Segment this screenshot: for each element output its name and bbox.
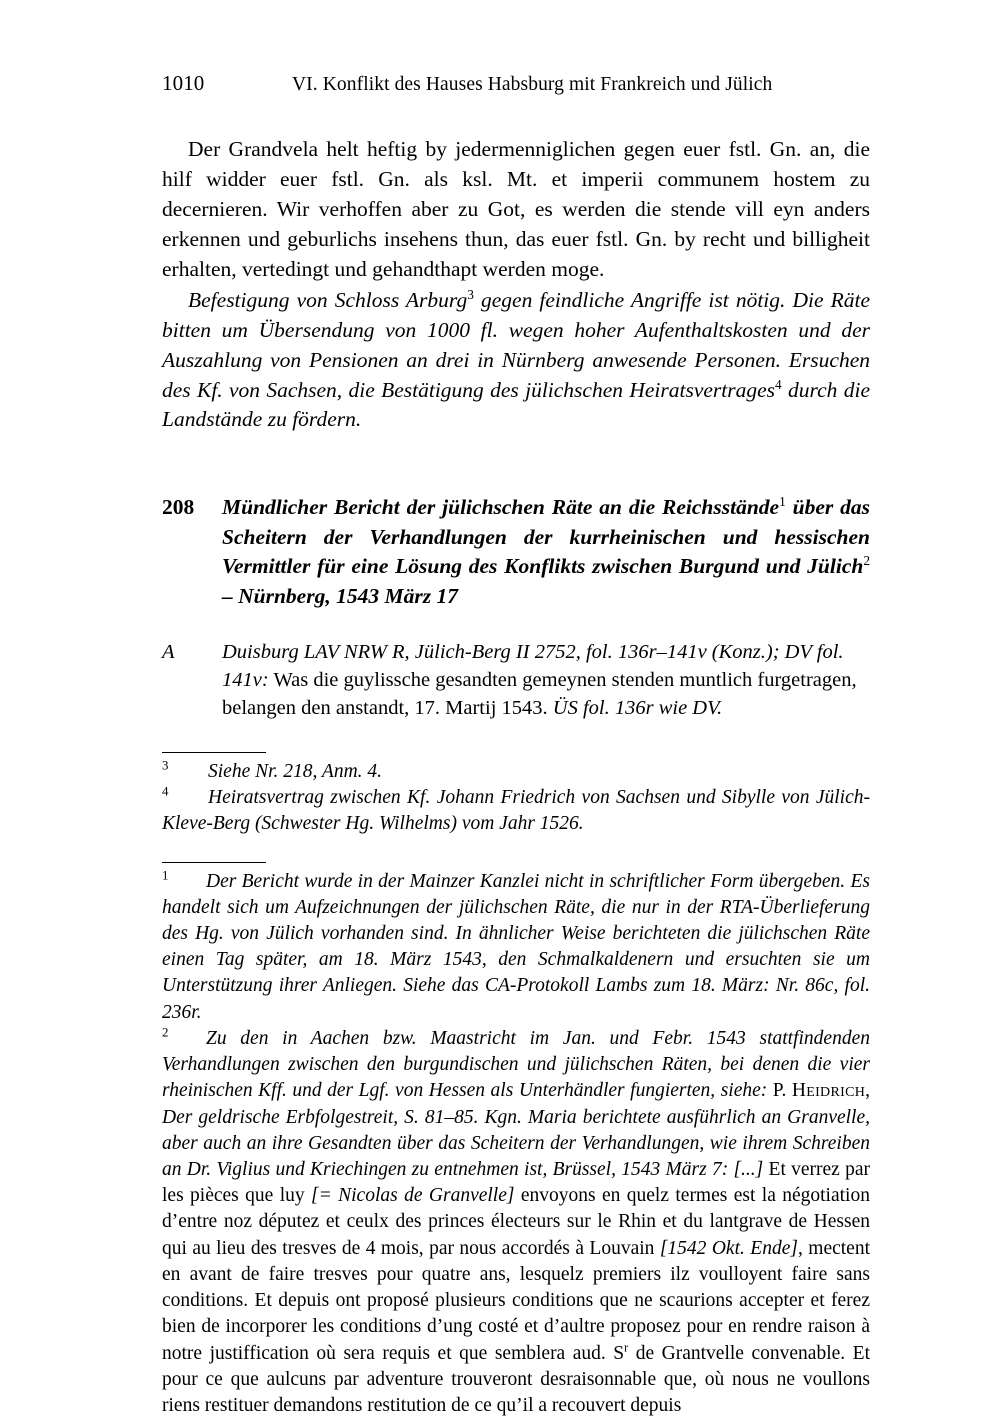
source-siglum: A xyxy=(162,640,175,663)
footnote-1 xyxy=(162,869,870,1026)
footnote-4 xyxy=(162,785,870,837)
footnote-4-text: Heiratsvertrag zwischen Kf. Johann Friedrich von Sachsen und Sibylle von Jülich-Kleve-Berg (Schwester Hg. Wilhelms) vom Jahr 1526. xyxy=(162,787,870,835)
footnote-2-seg-4: , xyxy=(865,1080,870,1102)
footnote-3-marker: 3 xyxy=(162,758,169,773)
entry-title xyxy=(222,493,870,612)
footnote-reference-2[interactable]: 2 xyxy=(863,553,870,569)
footnote-2 xyxy=(162,1026,870,1419)
source-citation-block xyxy=(162,638,870,722)
footnote-separator-rule xyxy=(162,752,266,753)
footnote-2-author-name: Heidrich xyxy=(791,1080,866,1102)
footnote-2-seg-12: de Grantvelle convenable. Et pour ce que aulcuns par adventure trouveront desraisonnable que, où nous ne voullons riens restituer demandons restitution de ce qu’il a recouvert depuis xyxy=(162,1342,870,1416)
entry-title-part-1: Mündlicher Bericht der jülichschen Räte an die Reichsstände xyxy=(222,495,780,520)
footnote-2-seg-10: , mectent en avant de faire tresves pour quatre ans, lesquelz premiers ilz voulloyent faire sans conditions. Et depuis ont proposé plusieurs conditions que ne scaurions accepter et ferez bien de incorporer les conditions d’ung costé et d’aultre proposez pour en rendre raison à notre justiffication où sera requis et que semblera aud. S xyxy=(162,1237,870,1364)
footnote-2-superscript-r: r xyxy=(624,1340,629,1355)
footnote-2-date-gloss: [1542 Okt. Ende] xyxy=(659,1237,798,1259)
footnote-2-seg-6: Et verrez par les pièces que luy xyxy=(162,1159,871,1207)
footnote-group-lower xyxy=(162,862,870,1419)
source-heading-note: ÜS fol. 136r wie DV. xyxy=(547,696,723,719)
footnote-2-editorial-gloss: [= Nicolas de Granvelle] xyxy=(311,1185,515,1207)
entry-heading xyxy=(162,493,870,612)
footnote-2-seg-1: Zu den in Aachen bzw. Maastricht im Jan. und Febr. 1543 stattfindenden Verhandlungen zwischen den burgundischen und jülichschen Räten, bei denen die vier rheinischen Kff. und der Lgf. von Hessen als Unterhändler fungierten, siehe: xyxy=(162,1027,870,1102)
footnote-reference-3[interactable]: 3 xyxy=(467,287,474,303)
footnote-3-text: Siehe Nr. 218, Anm. 4. xyxy=(208,760,383,782)
footnote-3 xyxy=(162,759,870,785)
footnote-2-marker: 2 xyxy=(162,1025,169,1040)
entry-number: 208 xyxy=(162,495,195,520)
regest-text-part-1: Befestigung von Schloss Arburg xyxy=(188,288,468,313)
footnote-reference-1[interactable]: 1 xyxy=(779,493,786,509)
running-head-title: VI. Konflikt des Hauses Habsburg mit Frankreich und Jülich xyxy=(292,74,773,95)
source-text xyxy=(222,638,870,722)
footnote-group-upper xyxy=(162,752,870,838)
footnote-2-seg-5: Der geldrische Erbfolgestreit, S. 81–85. Kgn. Maria berichtete ausführlich an Granvelle, aber auch an ihre Gesandten über das Scheitern der Verhandlungen, wie ihrem Schreiben an Dr. Viglius und Kriechingen zu entnehmen ist, Brüssel, 1543 März 7: [...] xyxy=(162,1106,870,1181)
footnote-reference-4[interactable]: 4 xyxy=(775,376,782,392)
page-number: 1010 xyxy=(162,71,205,95)
footnote-2-seg-8: envoyons en quelz termes est la négotiation d’entre noz députez et ceulx des princes électeurs sur le Rhin et du lantgrave de Hessen qui au lieu des tresves de 4 mois, par nous accordés à Louvain xyxy=(162,1185,870,1259)
body-paragraph-quote: Der Grandvela helt heftig by jedermenniglichen gegen euer fstl. Gn. an, die hilf widder euer fstl. Gn. als ksl. Mt. et imperii communem hostem zu decernieren. Wir verhoffen aber zu Got, es werden die stende vill eyn anders erkennen und geburlichs insehens thun, das euer fstl. Gn. by recht und billigheit erhalten, vertedingt und gehandthapt werden moge. xyxy=(162,137,870,281)
source-dorsal-note: Was die guylissche gesandten gemeynen stenden muntlich furgetragen, belangen den anstandt, 17. Martij 1543. xyxy=(222,668,857,719)
footnote-1-text: Der Bericht wurde in der Mainzer Kanzlei nicht in schriftlicher Form übergeben. Es handelt sich um Aufzeichnungen der jülichschen Räte, die nur in der RTA-Überlieferung des Hg. von Jülich vorhanden sind. In ähnlicher Weise berichteten die jülichschen Räte einen Tag später, am 18. März 1543, den Schmalkaldenern und ersuchten sie um Unterstützung ihrer Anliegen. Siehe das CA-Protokoll Lambs zum 18. März: Nr. 86c, fol. 236r. xyxy=(162,870,870,1023)
regest-text-part-2: gegen feindliche Angriffe ist nötig. Die Räte bitten um Übersendung von 1000 fl. wegen hoher Aufenthaltskosten und der Auszahlung von Pensionen an drei in Nürnberg anwesende Personen. Ersuchen des Kf. von Sachsen, die Bestätigung des jülichschen Heiratsvertrages xyxy=(162,288,870,402)
footnote-4-marker: 4 xyxy=(162,784,169,799)
entry-title-part-2: über das Scheitern der Verhandlungen der kurrheinischen und hessischen Vermittler für eine Lösung des Konflikts zwischen Burgund und Jülich xyxy=(222,495,871,579)
footnote-2-seg-2: P. xyxy=(767,1080,792,1102)
footnote-1-marker: 1 xyxy=(162,868,169,883)
running-head xyxy=(162,72,870,95)
entry-title-part-3: – Nürnberg, 1543 März 17 xyxy=(222,584,458,609)
source-shelfmark: Duisburg LAV NRW R, Jülich-Berg II 2752, fol. 136r–141v (Konz.); DV fol. 141v: xyxy=(222,640,844,691)
body-paragraph-regest xyxy=(162,286,870,435)
regest-text-part-3: durch die Landstände zu fördern. xyxy=(162,377,870,432)
footnote-separator-rule-2 xyxy=(162,862,266,863)
